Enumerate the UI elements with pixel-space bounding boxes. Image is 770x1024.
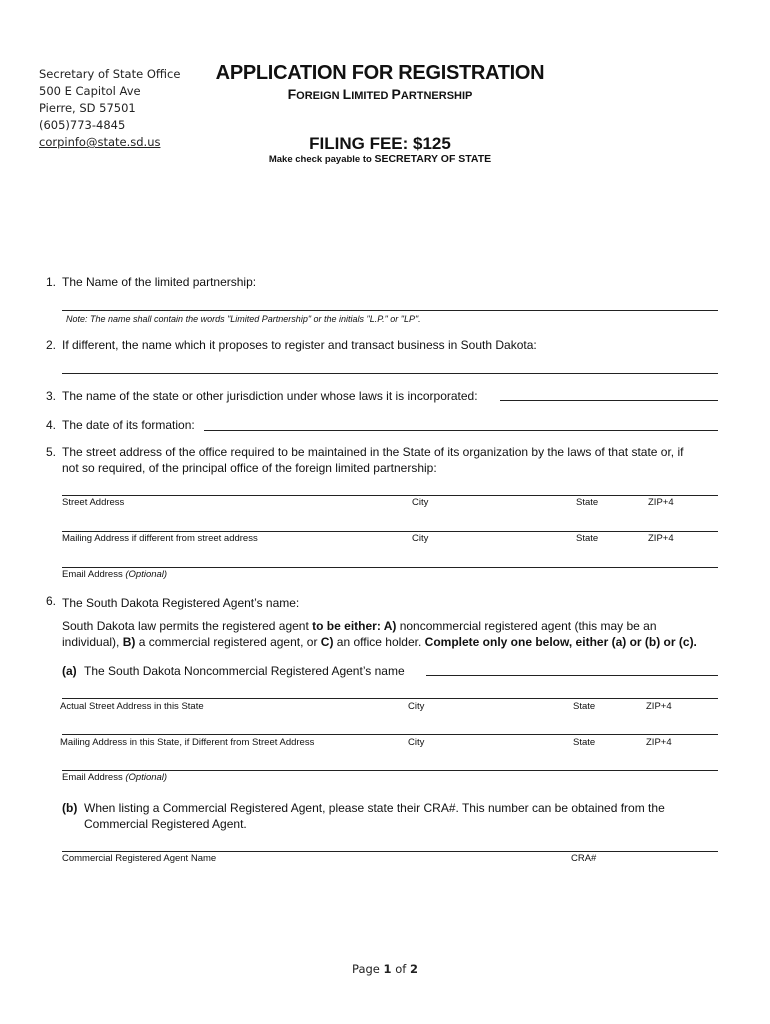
q5-email-line[interactable] xyxy=(62,567,718,568)
q5-text-line1: The street address of the office required to be maintained in the State of its organization by the laws of that state or, if xyxy=(62,445,684,459)
q1-answer-line[interactable] xyxy=(62,310,718,311)
q5-mailing-state-label: State xyxy=(576,533,599,544)
q6a-email-line[interactable] xyxy=(62,770,718,771)
q6a-zip-label: ZIP+4 xyxy=(646,701,672,712)
q6a-mailing-state-label: State xyxy=(573,737,596,748)
q6a-name-line[interactable] xyxy=(426,675,718,676)
q2-number: 2. xyxy=(45,338,56,352)
q5-email-label: Email Address (Optional) xyxy=(62,569,168,580)
q6b-cra-name-label: Commercial Registered Agent Name xyxy=(62,853,217,864)
q5-mailing-zip-label: ZIP+4 xyxy=(648,533,674,544)
q3-answer-line[interactable] xyxy=(500,400,718,401)
q1-text: The Name of the limited partnership: xyxy=(62,275,257,289)
q6a-email-label: Email Address (Optional) xyxy=(62,772,168,783)
q5-street-label: Street Address xyxy=(62,497,125,508)
form-title: APPLICATION FOR REGISTRATION xyxy=(215,62,545,84)
q6a-mailing-zip-label: ZIP+4 xyxy=(646,737,672,748)
q6a-street-label: Actual Street Address in this State xyxy=(60,701,204,712)
q6-number: 6. xyxy=(45,594,56,608)
q6a-mailing-label: Mailing Address in this State, if Different from Street Address xyxy=(60,737,315,748)
q4-number: 4. xyxy=(45,418,56,432)
q6a-mailing-line[interactable] xyxy=(62,734,718,735)
q6b-text-line1: When listing a Commercial Registered Agent, please state their CRA#. This number can be obtained from the xyxy=(84,801,665,815)
q5-number: 5. xyxy=(45,445,56,459)
office-name: Secretary of State Office xyxy=(39,67,181,81)
q5-mailing-line[interactable] xyxy=(62,531,718,532)
q6a-text: The South Dakota Noncommercial Registered Agent’s name xyxy=(84,664,405,678)
office-address xyxy=(39,66,180,151)
q2-answer-line[interactable] xyxy=(62,373,718,374)
q3-text: The name of the state or other jurisdiction under whose laws it is incorporated: xyxy=(62,389,478,403)
q1-number: 1. xyxy=(45,275,56,289)
q2-text: If different, the name which it proposes to register and transact business in South Dakota: xyxy=(62,338,537,352)
q5-street-line[interactable] xyxy=(62,495,718,496)
q6a-state-label: State xyxy=(573,701,596,712)
q6a-mailing-city-label: City xyxy=(408,737,425,748)
q6-text: The South Dakota Registered Agent’s name: xyxy=(62,596,300,610)
filing-fee: FILING FEE: $125 xyxy=(309,134,451,153)
q6-law-line2: individual), B) a commercial registered agent, or C) an office holder. Complete only one below, either (a) or (b) or (c). xyxy=(62,635,697,649)
q4-text: The date of its formation: xyxy=(62,418,195,432)
q6b-cra-number-label: CRA# xyxy=(571,853,597,864)
payable-note: Make check payable to SECRETARY OF STATE xyxy=(268,153,492,165)
q1-note: Note: The name shall contain the words "Limited Partnership" or the initials "L.P." or "LP". xyxy=(66,314,421,324)
q5-zip-label: ZIP+4 xyxy=(648,497,674,508)
q6b-cra-line[interactable] xyxy=(62,851,718,852)
q6a-city-label: City xyxy=(408,701,425,712)
office-phone: (605)773-4845 xyxy=(39,118,126,132)
q6a-marker: (a) xyxy=(62,664,77,678)
q4-answer-line[interactable] xyxy=(204,430,718,431)
q6b-text-line2: Commercial Registered Agent. xyxy=(84,817,247,831)
office-email-link[interactable]: corpinfo@state.sd.us xyxy=(39,135,161,149)
office-street: 500 E Capitol Ave xyxy=(39,84,141,98)
form-subtitle: FOREIGN LIMITED PARTNERSHIP xyxy=(287,86,473,102)
q6b-marker: (b) xyxy=(62,801,78,815)
q5-mailing-label: Mailing Address if different from street address xyxy=(62,533,258,544)
q5-city-label: City xyxy=(412,497,429,508)
q6a-street-line[interactable] xyxy=(62,698,718,699)
q5-mailing-city-label: City xyxy=(412,533,429,544)
q5-state-label: State xyxy=(576,497,599,508)
office-city: Pierre, SD 57501 xyxy=(39,101,136,115)
q5-text-line2: not so required, of the principal office of the foreign limited partnership: xyxy=(62,461,437,475)
q3-number: 3. xyxy=(45,389,56,403)
page-number: Page 1 of 2 xyxy=(352,962,418,976)
q6-law-line1: South Dakota law permits the registered agent to be either: A) noncommercial registered agent (this may be an xyxy=(62,619,657,633)
